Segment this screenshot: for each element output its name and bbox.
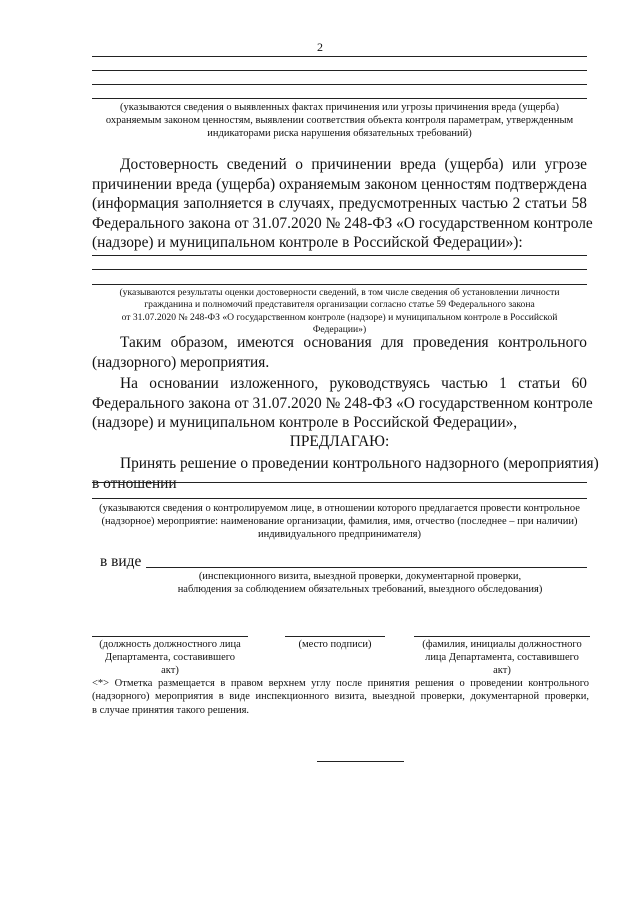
name-label-line: акт)	[493, 665, 511, 676]
decision-line: в отношении	[92, 474, 177, 492]
reliability-line: Федерального закона от 31.07.2020 № 248-ФЗ «О государственном контроле	[92, 214, 593, 232]
violations-note-line: (указываются сведения о выявленных фактах причинения или угрозы причинения вреда (ущерба)	[120, 102, 559, 113]
reliability-line: причинении вреда (ущерба) охраняемым законом ценностям подтверждена	[92, 175, 587, 193]
grounds-line: (надзорного) мероприятия.	[92, 353, 270, 371]
grounds-line: Таким образом, имеются основания для проведения контрольного	[120, 334, 587, 351]
subject-note-line: (надзорное) мероприятие: наименование организации, фамилия, имя, отчество (последнее – при наличии)	[101, 516, 578, 527]
violations-note-line: индикаторами риска нарушения обязательных требований)	[207, 128, 472, 139]
blank-line	[92, 56, 587, 57]
position-label	[88, 638, 252, 677]
blank-line	[92, 498, 587, 499]
basis-line: Федерального закона от 31.07.2020 № 248-ФЗ «О государственном контроле	[92, 394, 593, 412]
reliability-line: Достоверность сведений о причинении вреда (ущерба) или угрозе	[120, 156, 587, 173]
blank-line	[92, 255, 587, 256]
assessment-note-line: гражданина и полномочий представителя организации согласно статье 59 Федерального закона	[144, 299, 535, 311]
violations-note-line: охраняемым законом ценностям, выявлении соответствия объекта контроля параметрам, утвержденным	[105, 115, 574, 126]
assessment-note	[88, 287, 591, 337]
reliability-line: (надзоре) и муниципальном контроле в Российской Федерации»):	[92, 234, 523, 252]
blank-line	[92, 84, 587, 85]
page-number: 2	[317, 40, 323, 54]
assessment-note-line: от 31.07.2020 № 248-ФЗ «О государственном контроле (надзоре) и муниципальном контроле в Российской	[121, 311, 558, 323]
decision-line: Принять решение о проведении контрольного надзорного (мероприятия)	[120, 455, 599, 472]
reliability-paragraph	[92, 155, 593, 253]
closing-line	[317, 761, 404, 762]
form-label: в виде	[100, 553, 142, 570]
footnote-line: <*> Отметка размещается в правом верхнем углу после принятия решения о проведении контрольного	[92, 678, 589, 689]
form-note-line: (инспекционного визита, выездной проверки, документарной проверки,	[198, 571, 522, 582]
blank-line	[92, 284, 587, 285]
reliability-line: (информация заполняется в случаях, предусмотренных частью 2 статьи 58	[92, 195, 587, 213]
basis-line: На основании изложенного, руководствуясь частью 1 статьи 60	[120, 375, 587, 392]
signature-place-label: (место подписи)	[298, 639, 372, 650]
signature-line	[285, 636, 385, 637]
blank-line	[92, 70, 587, 71]
blank-line	[92, 98, 587, 99]
name-label-line: (фамилия, инициалы должностного	[422, 639, 582, 650]
position-label-line: Департамента, составившего	[104, 652, 236, 663]
form-blank-line	[146, 567, 587, 568]
name-signature-line	[414, 636, 590, 637]
subject-note-line: (указываются сведения о контролируемом лице, в отношении которого предлагается провести контрольное	[99, 503, 580, 514]
name-label	[414, 638, 590, 677]
blank-line	[92, 269, 587, 270]
position-signature-line	[92, 636, 248, 637]
basis-paragraph	[92, 374, 593, 433]
subject-note	[86, 502, 593, 541]
subject-note-line: индивидуального предпринимателя)	[257, 529, 422, 540]
basis-line: (надзоре) и муниципальном контроле в Российской Федерации»,	[92, 414, 518, 432]
assessment-note-line: Федерации»)	[312, 324, 367, 336]
footnote	[92, 677, 589, 717]
blank-line	[92, 482, 587, 483]
footnote-line: (надзорного) мероприятия в виде инспекционного визита, выездной проверки, документарной проверки,	[92, 691, 589, 703]
form-note	[140, 570, 580, 596]
grounds-paragraph	[92, 333, 587, 372]
decision-paragraph	[92, 454, 599, 493]
propose-heading: ПРЕДЛАГАЮ:	[289, 433, 390, 450]
form-note-line: наблюдения за соблюдением обязательных требований, выездного обследования)	[177, 584, 543, 595]
violations-note	[92, 101, 587, 140]
footnote-line: в случае принятия такого решения.	[92, 704, 250, 716]
position-label-line: (должность должностного лица	[99, 639, 241, 650]
assessment-note-line: (указываются результаты оценки достоверности сведений, в том числе сведения об установлении личности	[119, 287, 560, 298]
position-label-line: акт)	[161, 665, 179, 676]
name-label-line: лица Департамента, составившего	[425, 652, 579, 663]
